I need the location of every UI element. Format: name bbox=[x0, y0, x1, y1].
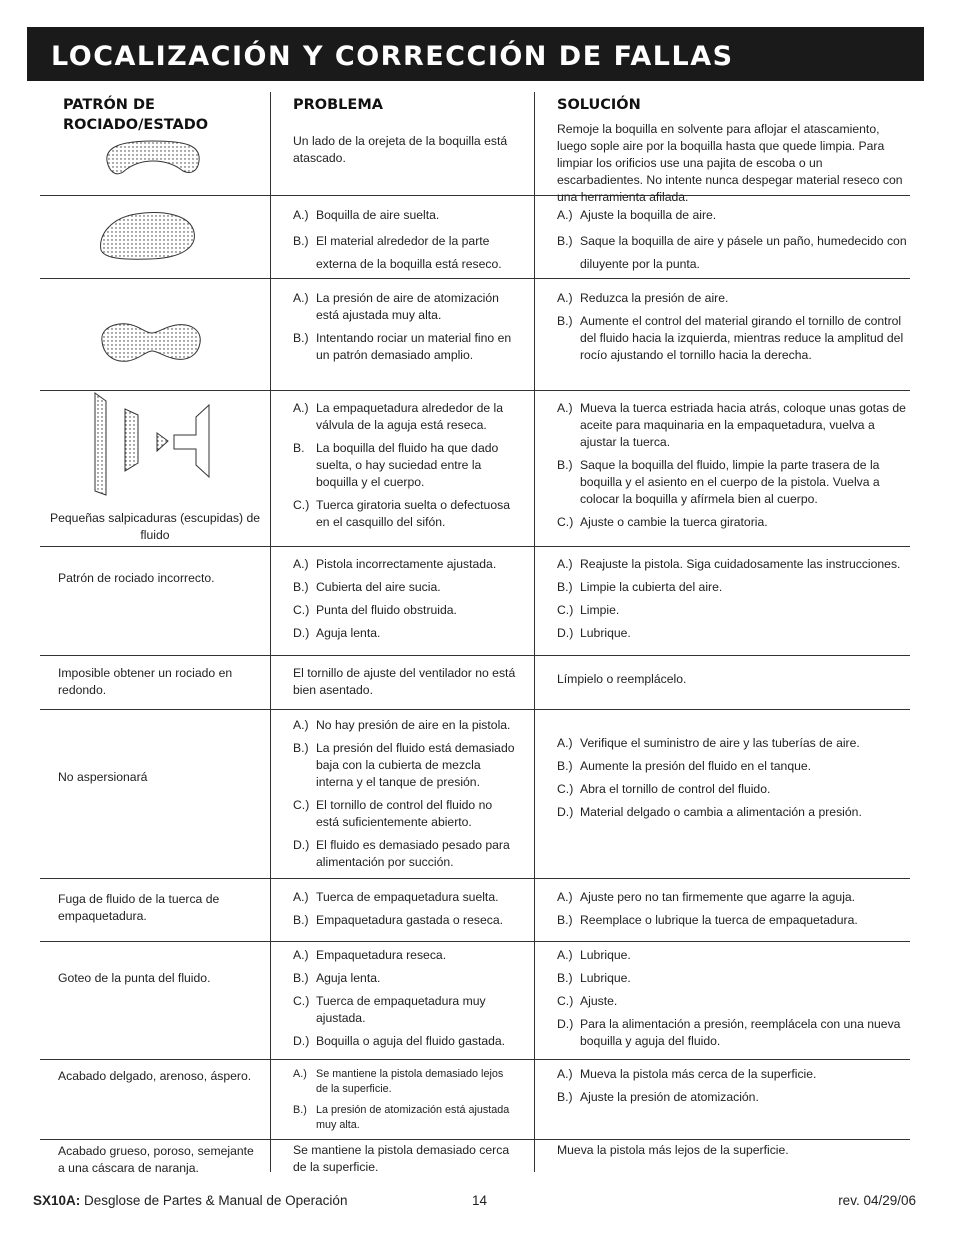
pattern-label: Goteo de la punta del fluido. bbox=[58, 971, 211, 985]
item-text: Pistola incorrectamente ajustada. bbox=[316, 557, 497, 571]
item-label: B.) bbox=[557, 971, 573, 985]
item-label: A.) bbox=[557, 208, 573, 222]
problem-text: Un lado de la orejeta de la boquilla está atascado. bbox=[293, 134, 508, 165]
pattern-label: Fuga de fluido de la tuerca de empaquetadura. bbox=[58, 892, 220, 923]
item-label: B.) bbox=[293, 1104, 307, 1116]
item-text: Aguja lenta. bbox=[316, 971, 381, 985]
item-text: Empaquetadura gastada o reseca. bbox=[316, 913, 504, 927]
title-bar bbox=[27, 27, 924, 81]
item-text: La presión del fluido está demasiado baja con la cubierta de mezcla interna y el tanque de presión. bbox=[316, 741, 515, 789]
item-text: El material alrededor de la parte externa de la boquilla está reseco. bbox=[316, 234, 502, 271]
footer-model: SX10A: bbox=[33, 1193, 81, 1208]
item-text: Ajuste la boquilla de aire. bbox=[580, 208, 717, 222]
problem-item bbox=[293, 797, 518, 831]
item-label: B.) bbox=[557, 314, 573, 328]
spray-pattern-split-icon bbox=[98, 319, 204, 367]
solution-item bbox=[557, 400, 907, 451]
problem-item bbox=[293, 970, 518, 987]
pattern-label: No aspersionará bbox=[58, 770, 148, 784]
item-label: B.) bbox=[557, 913, 573, 927]
problem-cell bbox=[293, 1142, 518, 1182]
item-text: Ajuste pero no tan firmemente que agarre la aguja. bbox=[580, 890, 856, 904]
solution-item bbox=[557, 579, 907, 596]
item-text: Tuerca giratoria suelta o defectuosa en el casquillo del sifón. bbox=[316, 498, 510, 529]
footer-manual: Desglose de Partes & Manual de Operación bbox=[84, 1193, 348, 1208]
table-row bbox=[40, 279, 910, 390]
solution-cell bbox=[557, 290, 907, 370]
solution-cell bbox=[557, 889, 907, 935]
solution-item bbox=[557, 804, 907, 821]
item-label: C.) bbox=[293, 994, 310, 1008]
item-text: Verifique el suministro de aire y las tuberías de aire. bbox=[580, 736, 860, 750]
item-label: D.) bbox=[293, 1034, 310, 1048]
item-label: A.) bbox=[293, 890, 309, 904]
solution-item bbox=[557, 970, 907, 987]
item-text: Material delgado o cambia a alimentación a presión. bbox=[580, 805, 862, 819]
item-label: B.) bbox=[557, 458, 573, 472]
item-text: Reemplace o lubrique la tuerca de empaquetadura. bbox=[580, 913, 858, 927]
item-label: B.) bbox=[293, 913, 309, 927]
solution-cell bbox=[557, 1066, 907, 1112]
solution-item bbox=[557, 602, 907, 619]
problem-item bbox=[293, 1033, 518, 1050]
item-text: Abra el tornillo de control del fluido. bbox=[580, 782, 771, 796]
item-label: D.) bbox=[557, 805, 574, 819]
table-row bbox=[40, 95, 910, 204]
solution-item bbox=[557, 758, 907, 775]
item-label: C.) bbox=[557, 515, 574, 529]
item-text: Intentando rociar un material fino en un patrón demasiado amplio. bbox=[316, 331, 512, 362]
item-label: D.) bbox=[557, 626, 574, 640]
problem-item bbox=[293, 625, 518, 642]
solution-item bbox=[557, 781, 907, 798]
solution-cell bbox=[557, 947, 907, 1056]
item-text: Ajuste. bbox=[580, 994, 618, 1008]
problem-cell bbox=[293, 556, 518, 648]
solution-item bbox=[557, 1066, 907, 1083]
problem-text: Se mantiene la pistola demasiado cerca de la superficie. bbox=[293, 1143, 510, 1174]
item-label: D.) bbox=[557, 1017, 574, 1031]
item-label: A.) bbox=[557, 736, 573, 750]
item-label: A.) bbox=[557, 890, 573, 904]
problem-item bbox=[293, 717, 518, 734]
header-problem: PROBLEMA bbox=[293, 97, 383, 113]
problem-item bbox=[293, 602, 518, 619]
item-text: Cubierta del aire sucia. bbox=[316, 580, 441, 594]
solution-cell bbox=[557, 556, 907, 648]
item-text: Saque la boquilla de aire y pásele un paño, humedecido con diluyente por la punta. bbox=[580, 234, 907, 271]
header-pattern-line-2: ROCIADO/ESTADO bbox=[63, 117, 209, 133]
solution-cell bbox=[557, 735, 907, 827]
solution-item bbox=[557, 457, 907, 508]
item-label: A.) bbox=[557, 948, 573, 962]
problem-cell bbox=[293, 947, 518, 1056]
solution-cell bbox=[557, 207, 907, 282]
header-solution: SOLUCIÓN bbox=[557, 97, 641, 113]
solution-cell bbox=[557, 400, 907, 537]
item-text: La empaquetadura alrededor de la válvula de la aguja está reseca. bbox=[316, 401, 504, 432]
item-label: C.) bbox=[557, 603, 574, 617]
table-row bbox=[40, 1060, 910, 1139]
item-label: B.) bbox=[293, 580, 309, 594]
problem-cell bbox=[293, 133, 518, 173]
item-text: La boquilla del fluido ha que dado suelta, o hay suciedad entre la boquilla y el cuerpo. bbox=[316, 441, 499, 489]
item-label: D.) bbox=[293, 838, 310, 852]
item-text: La presión de aire de atomización está ajustada muy alta. bbox=[316, 291, 499, 322]
footer-revision: rev. 04/29/06 bbox=[838, 1193, 916, 1208]
item-label: A.) bbox=[293, 557, 309, 571]
item-text: Mueva la pistola más cerca de la superficie. bbox=[580, 1067, 817, 1081]
item-label: B.) bbox=[557, 234, 573, 248]
item-text: No hay presión de aire en la pistola. bbox=[316, 718, 511, 732]
solution-item bbox=[557, 889, 907, 906]
item-text: Empaquetadura reseca. bbox=[316, 948, 447, 962]
item-text: Saque la boquilla del fluido, limpie la parte trasera de la boquilla y el asiento en el cuerpo de la pistola. Vuelva a colocar la boquilla y afírmela bien al cuerpo. bbox=[580, 458, 880, 506]
spray-pattern-heavy-top-icon bbox=[98, 210, 198, 262]
solution-cell bbox=[557, 1142, 907, 1165]
problem-text: El tornillo de ajuste del ventilador no está bien asentado. bbox=[293, 666, 516, 697]
solution-item bbox=[557, 1089, 907, 1106]
item-label: A.) bbox=[293, 948, 309, 962]
problem-item bbox=[293, 1103, 518, 1133]
item-label: A.) bbox=[557, 291, 573, 305]
solution-text: Mueva la pistola más lejos de la superficie. bbox=[557, 1143, 789, 1157]
solution-item bbox=[557, 1016, 907, 1050]
item-text: Tuerca de empaquetadura muy ajustada. bbox=[316, 994, 486, 1025]
solution-item bbox=[557, 556, 907, 573]
solution-item bbox=[557, 514, 907, 531]
item-text: Ajuste o cambie la tuerca giratoria. bbox=[580, 515, 768, 529]
problem-cell bbox=[293, 1067, 518, 1139]
table-row bbox=[40, 879, 910, 941]
item-text: Lubrique. bbox=[580, 971, 631, 985]
table-row bbox=[40, 391, 910, 546]
item-text: La presión de atomización está ajustada muy alta. bbox=[316, 1104, 510, 1131]
item-label: A.) bbox=[557, 557, 573, 571]
item-label: D.) bbox=[293, 626, 310, 640]
pattern-label: Patrón de rociado incorrecto. bbox=[58, 571, 215, 585]
item-label: A.) bbox=[557, 401, 573, 415]
table-row bbox=[40, 656, 910, 709]
problem-item bbox=[293, 889, 518, 906]
solution-item bbox=[557, 993, 907, 1010]
pattern-label: Acabado grueso, poroso, semejante a una cáscara de naranja. bbox=[58, 1144, 254, 1175]
item-label: A.) bbox=[293, 718, 309, 732]
problem-item bbox=[293, 947, 518, 964]
table-row bbox=[40, 1140, 910, 1180]
item-text: Mueva la tuerca estriada hacia atrás, coloque unas gotas de aceite para maquinaria en la empaquetadura, vuelva a ajustar la tuerca. bbox=[580, 401, 906, 449]
problem-item bbox=[293, 740, 518, 791]
item-text: Aumente el control del material girando el tornillo de control del fluido hacia la izquierda, mientras reduce la amplitud del rocío ajustando el tornillo hacia la derecha. bbox=[580, 314, 904, 362]
table-row bbox=[40, 942, 910, 1059]
problem-item bbox=[293, 579, 518, 596]
item-label: C.) bbox=[293, 498, 310, 512]
problem-cell bbox=[293, 290, 518, 370]
problem-item bbox=[293, 207, 518, 224]
problem-item bbox=[293, 230, 518, 276]
solution-item bbox=[557, 313, 907, 364]
item-label: A.) bbox=[293, 208, 309, 222]
spray-pattern-crescent-icon bbox=[103, 137, 203, 179]
problem-item bbox=[293, 290, 518, 324]
problem-item bbox=[293, 400, 518, 434]
item-text: El fluido es demasiado pesado para alimentación por succión. bbox=[316, 838, 510, 869]
item-text: Limpie la cubierta del aire. bbox=[580, 580, 723, 594]
item-label: A.) bbox=[293, 401, 309, 415]
solution-item bbox=[557, 947, 907, 964]
page-title: LOCALIZACIÓN Y CORRECCIÓN DE FALLAS bbox=[51, 41, 734, 72]
item-label: C.) bbox=[557, 782, 574, 796]
item-text: Boquilla o aguja del fluido gastada. bbox=[316, 1034, 506, 1048]
problem-item bbox=[293, 912, 518, 929]
pattern-label: Imposible obtener un rociado en redondo. bbox=[58, 666, 233, 697]
item-text: Ajuste la presión de atomización. bbox=[580, 1090, 759, 1104]
item-text: Boquilla de aire suelta. bbox=[316, 208, 440, 222]
item-label: B.) bbox=[557, 1090, 573, 1104]
item-text: Se mantiene la pistola demasiado lejos de la superficie. bbox=[316, 1068, 504, 1095]
problem-cell bbox=[293, 400, 518, 537]
problem-item bbox=[293, 1067, 518, 1097]
item-text: Aguja lenta. bbox=[316, 626, 381, 640]
item-label: A.) bbox=[557, 1067, 573, 1081]
solution-item bbox=[557, 625, 907, 642]
item-label: B.) bbox=[293, 331, 309, 345]
item-text: El tornillo de control del fluido no está suficientemente abierto. bbox=[316, 798, 493, 829]
item-label: C.) bbox=[293, 603, 310, 617]
pattern-label: Pequeñas salpicaduras (escupidas) de fluido bbox=[49, 511, 261, 542]
footer-manual-title bbox=[33, 1193, 347, 1208]
problem-cell bbox=[293, 717, 518, 877]
item-label: B.) bbox=[293, 234, 309, 248]
solution-text: Límpielo o reemplácelo. bbox=[557, 672, 687, 686]
item-text: Punta del fluido obstruida. bbox=[316, 603, 457, 617]
solution-text: Remoje la boquilla en solvente para aflojar el atascamiento, luego sople aire por la boquilla hasta que quede limpia. Para limpiar los orificios use una pajita de escoba o un escarbadientes. No intente nunca despegar material reseco con una herramienta afilada. bbox=[557, 122, 903, 204]
header-pattern-line-1: PATRÓN DE bbox=[63, 97, 155, 113]
item-text: Tuerca de empaquetadura suelta. bbox=[316, 890, 499, 904]
item-text: Para la alimentación a presión, reemplácela con una nueva boquilla y aguja del fluido. bbox=[580, 1017, 901, 1048]
problem-cell bbox=[293, 665, 518, 705]
footer-page-number: 14 bbox=[472, 1193, 488, 1208]
problem-cell bbox=[293, 207, 518, 282]
item-text: Limpie. bbox=[580, 603, 620, 617]
item-text: Reduzca la presión de aire. bbox=[580, 291, 729, 305]
problem-cell bbox=[293, 889, 518, 935]
solution-item bbox=[557, 207, 907, 224]
item-label: B.) bbox=[293, 971, 309, 985]
problem-item bbox=[293, 497, 518, 531]
item-text: Reajuste la pistola. Siga cuidadosamente las instrucciones. bbox=[580, 557, 901, 571]
item-label: C.) bbox=[557, 994, 574, 1008]
table-row bbox=[40, 547, 910, 655]
solution-item bbox=[557, 735, 907, 752]
problem-item bbox=[293, 993, 518, 1027]
problem-item bbox=[293, 330, 518, 364]
table-row bbox=[40, 710, 910, 878]
item-label: A.) bbox=[293, 291, 309, 305]
solution-cell bbox=[557, 671, 907, 694]
item-text: Aumente la presión del fluido en el tanque. bbox=[580, 759, 812, 773]
solution-item bbox=[557, 230, 907, 276]
item-text: Lubrique. bbox=[580, 626, 631, 640]
item-label: B.) bbox=[557, 580, 573, 594]
item-label: B. bbox=[293, 441, 305, 455]
item-label: B.) bbox=[293, 741, 309, 755]
solution-item bbox=[557, 912, 907, 929]
item-text: Lubrique. bbox=[580, 948, 631, 962]
problem-item bbox=[293, 837, 518, 871]
spray-pattern-spitting-icon bbox=[92, 391, 217, 499]
solution-item bbox=[557, 290, 907, 307]
item-label: C.) bbox=[293, 798, 310, 812]
item-label: A.) bbox=[293, 1068, 307, 1080]
item-label: B.) bbox=[557, 759, 573, 773]
table-row bbox=[40, 196, 910, 278]
problem-item bbox=[293, 440, 518, 491]
problem-item bbox=[293, 556, 518, 573]
pattern-label: Acabado delgado, arenoso, áspero. bbox=[58, 1069, 252, 1083]
